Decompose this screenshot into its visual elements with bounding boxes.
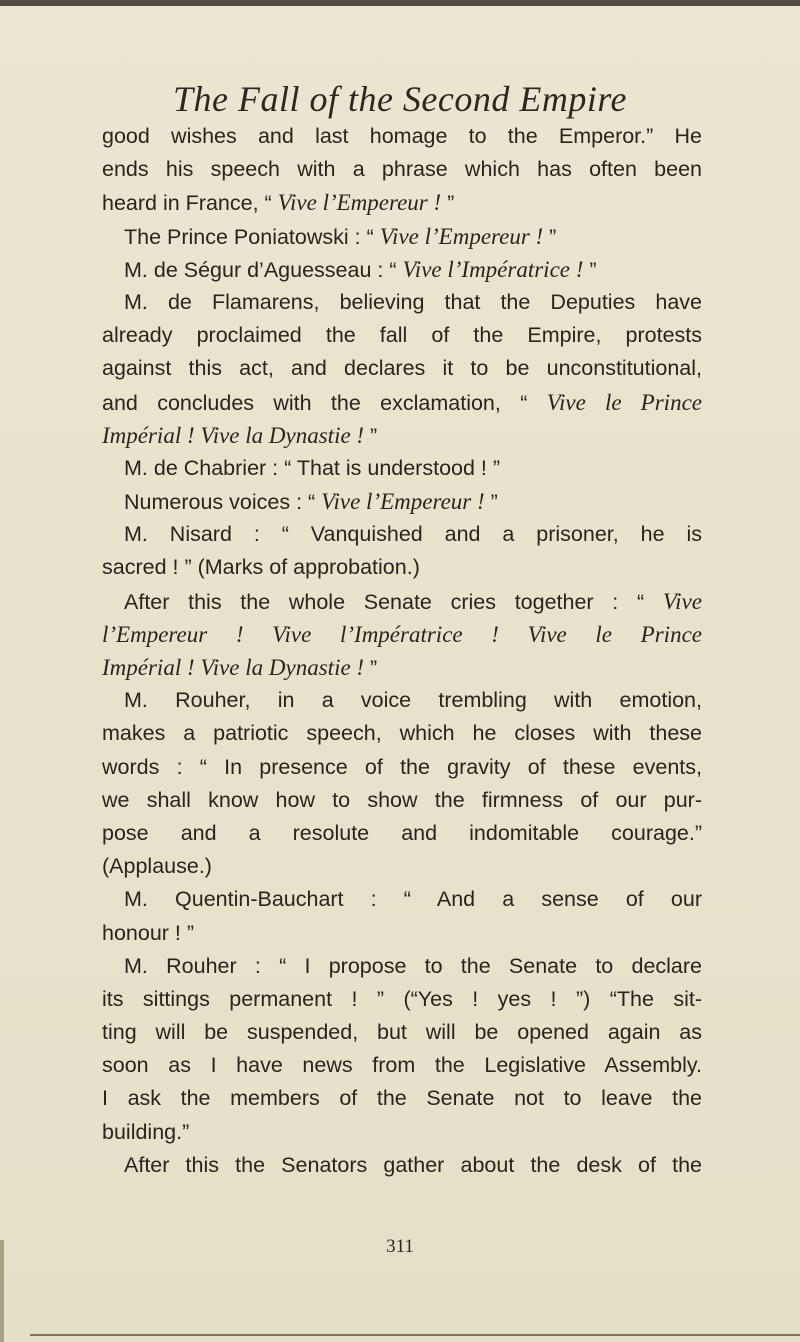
text-segment: M. Rouher : “ I propose to the Senate to declare bbox=[124, 953, 702, 978]
italic-phrase: Vive l’Empereur ! bbox=[321, 489, 485, 515]
text-segment: M. Rouher, in a voice trembling with emotion, bbox=[124, 688, 702, 713]
text-segment: M. de Ségur d’Aguesseau : “ bbox=[124, 257, 403, 282]
italic-phrase: Vive l’Empereur ! bbox=[379, 223, 544, 249]
text-segment: M. de Chabrier : “ That is understood ! ” bbox=[124, 455, 501, 480]
text-segment: I ask the members of the Senate not to leave the bbox=[102, 1086, 702, 1111]
text-line bbox=[102, 253, 702, 286]
text-line bbox=[102, 684, 702, 717]
text-line bbox=[102, 717, 702, 750]
bottom-edge-rule bbox=[30, 1334, 800, 1336]
top-edge-rule bbox=[0, 0, 800, 6]
text-line bbox=[102, 186, 702, 219]
text-segment: its sittings permanent ! ” (“Yes ! yes ! ”) “The sit- bbox=[102, 986, 702, 1011]
text-segment: makes a patriotic speech, which he closes with these bbox=[102, 721, 702, 746]
text-segment: Numerous voices : “ bbox=[124, 490, 322, 515]
page-number: 311 bbox=[386, 1236, 414, 1257]
text-line bbox=[102, 386, 702, 419]
text-line bbox=[102, 551, 702, 584]
text-segment: against this act, and declares it to be unconstitutional, bbox=[102, 356, 702, 381]
body-text bbox=[102, 120, 702, 1182]
text-line bbox=[102, 751, 702, 784]
text-segment: After this the Senators gather about the desk of the bbox=[124, 1152, 702, 1177]
text-line bbox=[102, 883, 702, 916]
italic-phrase: Vive l’Empereur ! bbox=[277, 190, 442, 216]
text-line bbox=[102, 319, 702, 352]
italic-phrase: Vive bbox=[662, 588, 702, 614]
text-line bbox=[102, 950, 702, 983]
text-segment: ” bbox=[583, 257, 597, 282]
text-line bbox=[102, 286, 702, 319]
text-line bbox=[102, 1016, 702, 1049]
text-segment: (Applause.) bbox=[102, 854, 212, 879]
text-segment: and concludes with the exclamation, “ bbox=[102, 390, 547, 415]
text-line bbox=[102, 1049, 702, 1082]
text-segment: ” bbox=[364, 656, 378, 680]
text-segment: M. Quentin-Bauchart : “ And a sense of our bbox=[124, 887, 702, 912]
text-line bbox=[102, 485, 702, 518]
text-segment: M. Nisard : “ Vanquished and a prisoner, he is bbox=[124, 522, 702, 547]
text-line bbox=[102, 352, 702, 385]
text-line bbox=[102, 419, 702, 452]
page-edge-shadow bbox=[0, 1240, 4, 1342]
text-segment: ” bbox=[441, 191, 455, 216]
text-segment: words : “ In presence of the gravity of these events, bbox=[102, 754, 702, 779]
text-line bbox=[102, 585, 702, 618]
text-line bbox=[102, 153, 702, 186]
text-line bbox=[102, 784, 702, 817]
text-line bbox=[102, 1082, 702, 1115]
text-segment: After this the whole Senate cries together : “ bbox=[124, 589, 663, 614]
text-segment: ” bbox=[543, 224, 557, 249]
text-line bbox=[102, 1149, 702, 1182]
text-segment: ” bbox=[364, 423, 378, 448]
text-line bbox=[102, 917, 702, 950]
text-line bbox=[102, 220, 702, 253]
text-line bbox=[102, 452, 702, 485]
text-segment: soon as I have news from the Legislative Assembly. bbox=[102, 1053, 702, 1078]
text-segment: heard in France, “ bbox=[102, 191, 278, 216]
text-segment: The Prince Poniatowski : “ bbox=[124, 224, 380, 249]
text-line bbox=[102, 850, 702, 883]
text-line bbox=[102, 518, 702, 551]
text-segment: honour ! ” bbox=[102, 920, 195, 945]
text-line bbox=[102, 618, 702, 651]
italic-phrase: Vive le Prince bbox=[546, 389, 702, 415]
italic-phrase: Impérial ! Vive la Dynastie ! bbox=[102, 422, 365, 448]
text-line bbox=[102, 120, 702, 153]
text-line bbox=[102, 651, 702, 684]
text-line bbox=[102, 983, 702, 1016]
text-segment: ting will be suspended, but will be opened again as bbox=[102, 1020, 702, 1045]
text-segment: M. de Flamarens, believing that the Deputies have bbox=[124, 289, 702, 314]
text-line bbox=[102, 817, 702, 850]
text-segment: pose and a resolute and indomitable courage.” bbox=[102, 820, 702, 845]
text-segment: ” bbox=[484, 490, 498, 515]
text-segment: we shall know how to show the firmness of our pur- bbox=[102, 787, 702, 812]
text-segment: good wishes and last homage to the Emperor.” He bbox=[102, 124, 702, 148]
text-segment: ends his speech with a phrase which has often been bbox=[102, 157, 702, 182]
text-line bbox=[102, 1116, 702, 1149]
text-segment: already proclaimed the fall of the Empire, protests bbox=[102, 323, 702, 348]
text-segment: sacred ! ” (Marks of approbation.) bbox=[102, 555, 420, 580]
italic-phrase: l’Empereur ! Vive l’Impératrice ! Vive le Prince bbox=[102, 621, 702, 647]
italic-phrase: Impérial ! Vive la Dynastie ! bbox=[102, 655, 365, 680]
text-segment: building.” bbox=[102, 1119, 190, 1144]
italic-phrase: Vive l’Impératrice ! bbox=[402, 256, 584, 282]
running-head: The Fall of the Second Empire bbox=[172, 79, 628, 119]
